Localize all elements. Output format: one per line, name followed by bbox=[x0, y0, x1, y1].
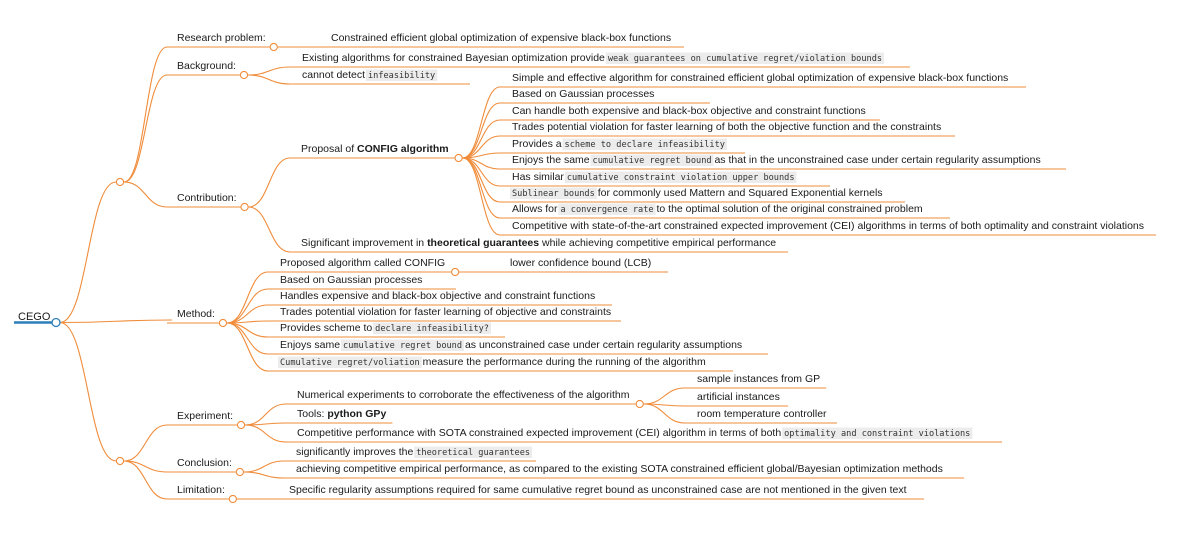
method-item-connector bbox=[227, 305, 268, 323]
proposal-item bbox=[500, 121, 955, 136]
bold-span: python GPy bbox=[327, 408, 387, 420]
method-item bbox=[268, 339, 768, 354]
experiment-toggle[interactable] bbox=[237, 421, 244, 428]
text-span: Constrained efficient global optimization of expensive black-box functions bbox=[331, 32, 672, 44]
node-text bbox=[280, 274, 422, 286]
experiment-numerical-connector bbox=[245, 404, 286, 425]
text-span: Based on Gaussian processes bbox=[512, 88, 655, 100]
category-conclusion: Conclusion: bbox=[177, 457, 232, 469]
text-span: Competitive with state-of-the-art constrained expected improvement (CEI) algorithms in terms of both optimality and constraint violations bbox=[512, 220, 1145, 232]
mind-map-nodes bbox=[14, 32, 1156, 503]
background-item-connector bbox=[248, 75, 290, 84]
proposal-item bbox=[500, 88, 710, 103]
node-text bbox=[297, 408, 386, 420]
root-node-label: CEGO bbox=[18, 311, 51, 323]
text-span: significantly improves the bbox=[296, 446, 417, 458]
limitation-item bbox=[277, 484, 924, 499]
method-item bbox=[268, 290, 612, 305]
limitation-toggle[interactable] bbox=[229, 495, 236, 502]
text-span: Has similar bbox=[512, 171, 567, 183]
text-span: sample instances from GP bbox=[697, 373, 821, 385]
text-span: to the optimal solution of the original constrained problem bbox=[653, 203, 923, 215]
text-span: Provides scheme to bbox=[280, 322, 376, 334]
contribution-toggle[interactable] bbox=[241, 203, 248, 210]
text-span: Enjoys same bbox=[280, 339, 344, 351]
node-text bbox=[510, 257, 651, 269]
text-span: Provides a bbox=[512, 138, 565, 150]
numerical-item-connector bbox=[644, 404, 685, 423]
bold-span: CONFIG algorithm bbox=[357, 143, 449, 155]
proposal-item bbox=[500, 220, 1156, 235]
root-to-lower-hub bbox=[60, 323, 116, 462]
text-span: as unconstrained case under certain regularity assumptions bbox=[462, 339, 743, 351]
node-text bbox=[697, 373, 820, 385]
experiment-numerical bbox=[285, 389, 636, 404]
node-text bbox=[296, 446, 530, 458]
method-first-toggle[interactable] bbox=[452, 268, 459, 275]
text-span: Specific regularity assumptions required for same cumulative regret bound as unconstrained case are not mentioned in the given text bbox=[289, 484, 907, 496]
text-span: Enjoys the same bbox=[512, 154, 593, 166]
text-span: Trades potential violation for faster learning of both the objective function and the constraints bbox=[512, 121, 942, 133]
text-span: Proposal of bbox=[301, 143, 358, 155]
text-span: achieving competitive empirical performance, as compared to the existing SOTA constrained efficient global/Bayesian optimization methods bbox=[296, 463, 943, 475]
branch-to-contribution bbox=[124, 182, 167, 207]
root-to-method bbox=[60, 320, 172, 323]
background-item bbox=[290, 52, 910, 67]
node-text bbox=[331, 32, 671, 44]
text-span: Trades potential violation for faster learning of objective and constraints bbox=[280, 306, 612, 318]
category-method: Method: bbox=[177, 308, 215, 320]
numerical-item-connector bbox=[644, 388, 685, 404]
node-text bbox=[297, 427, 970, 439]
proposal-item bbox=[500, 138, 745, 153]
node-text bbox=[302, 52, 882, 64]
node-text bbox=[302, 69, 435, 81]
node-text bbox=[280, 339, 742, 351]
text-span: Based on Gaussian processes bbox=[280, 274, 423, 286]
proposal-item-connector bbox=[463, 103, 500, 158]
method-item-connector bbox=[227, 323, 268, 354]
proposal-item-connector bbox=[463, 158, 500, 186]
experiment-tools bbox=[285, 408, 392, 423]
category-research-problem: Research problem: bbox=[177, 32, 266, 44]
conclusion-item-connector bbox=[244, 461, 284, 472]
bold-span: theoretical guarantees bbox=[427, 237, 540, 249]
code-span: Cumulative regret/voliation bbox=[280, 358, 420, 368]
branch-to-experiment bbox=[124, 425, 167, 461]
node-text bbox=[512, 105, 866, 117]
node-text bbox=[512, 203, 923, 215]
proposal-item-connector bbox=[463, 158, 500, 235]
proposal-toggle[interactable] bbox=[455, 154, 462, 161]
code-span: infeasibility bbox=[367, 71, 436, 81]
root-collapse-toggle[interactable] bbox=[52, 319, 60, 327]
code-span: a convergence rate bbox=[560, 205, 654, 215]
root-to-upper-hub bbox=[60, 182, 116, 323]
contribution-proposal bbox=[289, 143, 455, 158]
numerical-item bbox=[685, 391, 788, 406]
text-span: Existing algorithms for constrained Bayesian optimization provide bbox=[302, 52, 608, 64]
experiment-competitive-connector bbox=[245, 425, 286, 442]
node-text bbox=[512, 72, 1008, 84]
node-text bbox=[512, 138, 725, 150]
numerical-item bbox=[685, 408, 837, 423]
background-item-connector bbox=[248, 67, 290, 75]
node-text bbox=[280, 290, 595, 302]
proposal-item bbox=[500, 72, 1026, 87]
code-span: theoretical guarantees bbox=[416, 448, 531, 458]
proposal-item bbox=[500, 187, 905, 202]
method-item bbox=[268, 274, 456, 289]
category-contribution: Contribution: bbox=[177, 192, 237, 204]
text-span: Allows for bbox=[512, 203, 561, 215]
text-span: Simple and effective algorithm for constrained efficient global optimization of expensive black-box functions bbox=[512, 72, 1009, 84]
code-span: cumulative regret bound bbox=[343, 341, 463, 351]
text-span: for commonly used Mattern and Squared Exponential kernels bbox=[594, 187, 883, 199]
method-item bbox=[268, 356, 733, 371]
proposal-item-connector bbox=[463, 158, 500, 218]
experiment-competitive bbox=[285, 427, 1002, 442]
method-item bbox=[268, 306, 621, 321]
method-lcb-item bbox=[498, 257, 668, 272]
branch-to-research_problem bbox=[124, 47, 167, 182]
background-toggle[interactable] bbox=[240, 71, 247, 78]
code-span: weak guarantees on cumulative regret/violation bounds bbox=[607, 54, 883, 64]
conclusion-item bbox=[284, 446, 536, 461]
branch-to-background bbox=[124, 75, 167, 182]
research-problem-toggle[interactable] bbox=[270, 43, 277, 50]
method-first-connector bbox=[227, 272, 268, 323]
numerical-toggle[interactable] bbox=[636, 400, 643, 407]
text-span: Can handle both expensive and black-box objective and constraint functions bbox=[512, 105, 866, 117]
code-span: cumulative regret bound bbox=[592, 156, 712, 166]
contribution-extra bbox=[289, 237, 788, 252]
text-span: Numerical experiments to corroborate the effectiveness of the algorithm bbox=[297, 389, 630, 401]
node-text bbox=[280, 306, 611, 318]
node-text bbox=[301, 237, 776, 249]
node-text bbox=[512, 171, 795, 183]
code-span: declare infeasibility? bbox=[375, 324, 489, 334]
node-text bbox=[289, 484, 907, 496]
node-text bbox=[280, 257, 445, 269]
text-span: measure the performance during the running of the algorithm bbox=[419, 356, 706, 368]
node-text bbox=[296, 463, 943, 475]
text-span: Competitive performance with SOTA constrained expected improvement (CEI) algorithm in terms of both bbox=[297, 427, 785, 439]
method-first-item bbox=[268, 257, 451, 272]
proposal-item bbox=[500, 171, 830, 186]
code-span: Sublinear bounds bbox=[512, 189, 595, 199]
upper-hub-toggle[interactable] bbox=[116, 178, 123, 185]
method-toggle[interactable] bbox=[219, 319, 226, 326]
node-text bbox=[512, 121, 941, 133]
contribution-proposal-connector bbox=[249, 158, 290, 207]
text-span: artificial instances bbox=[697, 391, 780, 403]
text-span: Proposed algorithm called CONFIG bbox=[280, 257, 446, 269]
background-item bbox=[290, 69, 470, 84]
node-text bbox=[512, 187, 883, 199]
node-text bbox=[280, 356, 706, 368]
category-limitation: Limitation: bbox=[177, 484, 225, 496]
text-span: while achieving competitive empirical performance bbox=[539, 237, 777, 249]
text-span: as that in the unconstrained case under certain regularity assumptions bbox=[711, 154, 1041, 166]
node-text bbox=[697, 391, 780, 403]
text-span: cannot detect bbox=[302, 69, 368, 81]
node-text bbox=[301, 143, 449, 155]
node-text bbox=[512, 220, 1144, 232]
proposal-item bbox=[500, 154, 1066, 169]
code-span: scheme to declare infeasibility bbox=[564, 140, 725, 150]
node-text bbox=[297, 389, 630, 401]
conclusion-item-connector bbox=[244, 472, 284, 478]
research-problem-item bbox=[319, 32, 684, 47]
lower-hub-toggle[interactable] bbox=[116, 457, 123, 464]
node-text bbox=[512, 88, 654, 100]
text-span: Tools: bbox=[297, 408, 328, 420]
code-span: cumulative constraint violation upper bounds bbox=[566, 173, 795, 183]
category-background: Background: bbox=[177, 60, 236, 72]
proposal-item bbox=[500, 203, 950, 218]
node-text bbox=[697, 408, 827, 420]
node-text bbox=[512, 154, 1041, 166]
proposal-item bbox=[500, 105, 880, 120]
conclusion-item bbox=[284, 463, 964, 478]
node-text bbox=[280, 322, 489, 334]
contribution-extra-connector bbox=[249, 207, 290, 252]
text-span: lower confidence bound (LCB) bbox=[510, 257, 652, 269]
conclusion-toggle[interactable] bbox=[236, 468, 243, 475]
method-item bbox=[268, 322, 505, 337]
proposal-item-connector bbox=[463, 120, 500, 158]
text-span: room temperature controller bbox=[697, 408, 827, 420]
code-span: optimality and constraint violations bbox=[784, 429, 971, 439]
numerical-item bbox=[685, 373, 826, 388]
text-span: Significant improvement in bbox=[301, 237, 428, 249]
category-experiment: Experiment: bbox=[177, 410, 234, 422]
text-span: Handles expensive and black-box objective and constraint functions bbox=[280, 290, 596, 302]
